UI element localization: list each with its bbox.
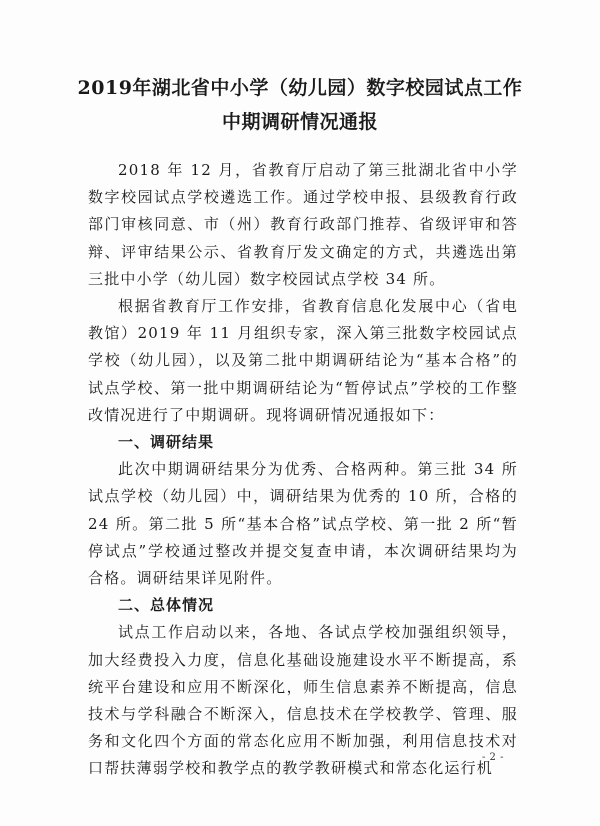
paragraph-overall: 试点工作启动以来，各地、各试点学校加强组织领导，加大经费投入力度，信息化基础设施建设水平不断提高，系统平台建设和应用不断深化，师生信息素养不断提高，信息技术与学科融合不断深入，信息技术在学校教学、管理、服务和文化四个方面的常态化应用不断加强，利用信息技术对口帮扶薄弱学校和教学点的教学教研模式和常态化运行机 [88,623,518,778]
paragraph-results: 此次中期调研结果分为优秀、合格两种。第三批 34 所试点学校（幼儿园）中，调研结果为优秀的 10 所，合格的 24 所。第二批 5 所“基本合格”试点学校、第一批 2 所“暂停试点”学校通过整改并提交复查申请，本次调研结果均为合格。调研结果详见附件。 [88,460,518,588]
section-heading-overall: 二、总体情况 [118,596,215,615]
page-number: - 2 - [482,752,504,763]
document-title-line-1: 2019年湖北省中小学（幼儿园）数字校园试点工作 [77,77,523,99]
document-body [88,157,518,783]
paragraph-intro-1: 2018 年 12 月，省教育厅启动了第三批湖北省中小学数字校园试点学校遴选工作。通过学校申报、县级教育行政部门审核同意、市（州）教育行政部门推荐、省级评审和答辩、评审结果公示、省教育厅发文确定的方式，共遴选出第三批中小学（幼儿园）数字校园试点学校 34 所。 [88,161,518,288]
paragraph-intro-2: 根据省教育厅工作安排，省教育信息化发展中心（省电教馆）2019 年 11 月组织专家，深入第三批数字校园试点学校（幼儿园），以及第二批中期调研结论为“基本合格”的试点学校、第一批中期调研结论为“暂停试点”学校的工作整改情况进行了中期调研。现将调研情况通报如下： [88,297,518,424]
section-heading-results: 一、调研结果 [118,433,215,452]
document-title-line-2: 中期调研情况通报 [221,111,378,133]
